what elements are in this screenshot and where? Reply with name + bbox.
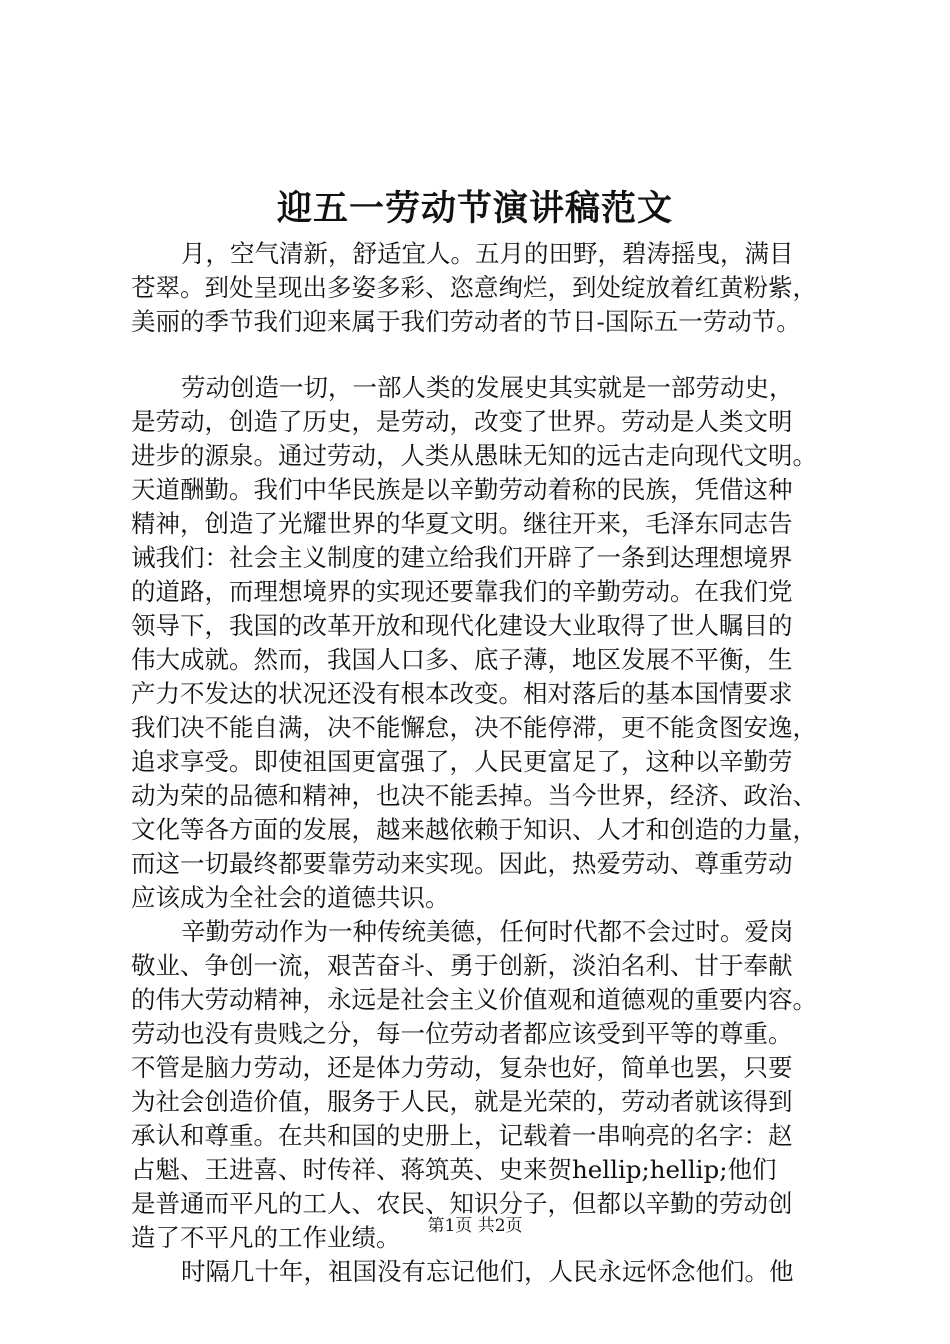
text-line: 为社会创造价值，服务于人民，就是光荣的，劳动者就该得到 [131,1087,793,1116]
text-line: 而这一切最终都要靠劳动来实现。因此，热爱劳动、尊重劳动 [131,849,793,878]
text-line: 天道酬勤。我们中华民族是以辛勤劳动着称的民族，凭借这种 [131,475,793,504]
text-line: 劳动创造一切，一部人类的发展史其实就是一部劳动史， [181,373,794,402]
document-body [131,237,851,1289]
text-line: 占魁、王进喜、时传祥、蒋筑英、史来贺hellip;hellip;他们 [131,1155,777,1184]
text-line: 是普通而平凡的工人、农民、知识分子，但都以辛勤的劳动创 [131,1189,793,1218]
text-line: 文化等各方面的发展，越来越依赖于知识、人才和创造的力量， [131,815,817,844]
text-line: 敬业、争创一流，艰苦奋斗、勇于创新，淡泊名利、甘于奉献 [131,951,793,980]
text-line: 进步的源泉。通过劳动，人类从愚昧无知的远古走向现代文明。 [131,441,817,470]
text-line: 月，空气清新，舒适宜人。五月的田野，碧涛摇曳，满目 [181,239,794,268]
text-line: 造了不平凡的工作业绩。 [131,1223,401,1252]
text-line: 我们决不能自满，决不能懈怠，决不能停滞，更不能贪图安逸， [131,713,817,742]
text-line: 苍翠。到处呈现出多姿多彩、恣意绚烂，到处绽放着红黄粉紫， [131,273,817,302]
text-line: 诫我们：社会主义制度的建立给我们开辟了一条到达理想境界 [131,543,793,572]
text-line: 动为荣的品德和精神，也决不能丢掉。当今世界，经济、政治、 [131,781,817,810]
text-line: 领导下，我国的改革开放和现代化建设大业取得了世人瞩目的 [131,611,793,640]
text-line: 精神，创造了光耀世界的华夏文明。继往开来，毛泽东同志告 [131,509,793,538]
text-line: 的伟大劳动精神，永远是社会主义价值观和道德观的重要内容。 [131,985,817,1014]
text-line: 美丽的季节我们迎来属于我们劳动者的节日-国际五一劳动节。 [131,307,801,336]
document-title: 迎五一劳动节演讲稿范文 [276,188,673,229]
text-line: 追求享受。即使祖国更富强了，人民更富足了，这种以辛勤劳 [131,747,793,776]
text-line: 劳动也没有贵贱之分，每一位劳动者都应该受到平等的尊重。 [131,1019,793,1048]
text-line: 应该成为全社会的道德共识。 [131,883,450,912]
text-line: 是劳动，创造了历史，是劳动，改变了世界。劳动是人类文明 [131,407,793,436]
text-line: 不管是脑力劳动，还是体力劳动，复杂也好，简单也罢，只要 [131,1053,793,1082]
text-line: 辛勤劳动作为一种传统美德，任何时代都不会过时。爱岗 [181,917,794,946]
page-number-footer: 第1页 共2页 [427,1216,523,1236]
text-line: 时隔几十年，祖国没有忘记他们，人民永远怀念他们。他 [181,1257,794,1286]
text-line: 承认和尊重。在共和国的史册上，记载着一串响亮的名字：赵 [131,1121,793,1150]
text-line: 伟大成就。然而，我国人口多、底子薄，地区发展不平衡，生 [131,645,793,674]
text-line: 产力不发达的状况还没有根本改变。相对落后的基本国情要求 [131,679,793,708]
paragraph-gap [131,339,851,371]
text-line: 的道路，而理想境界的实现还要靠我们的辛勤劳动。在我们党 [131,577,793,606]
